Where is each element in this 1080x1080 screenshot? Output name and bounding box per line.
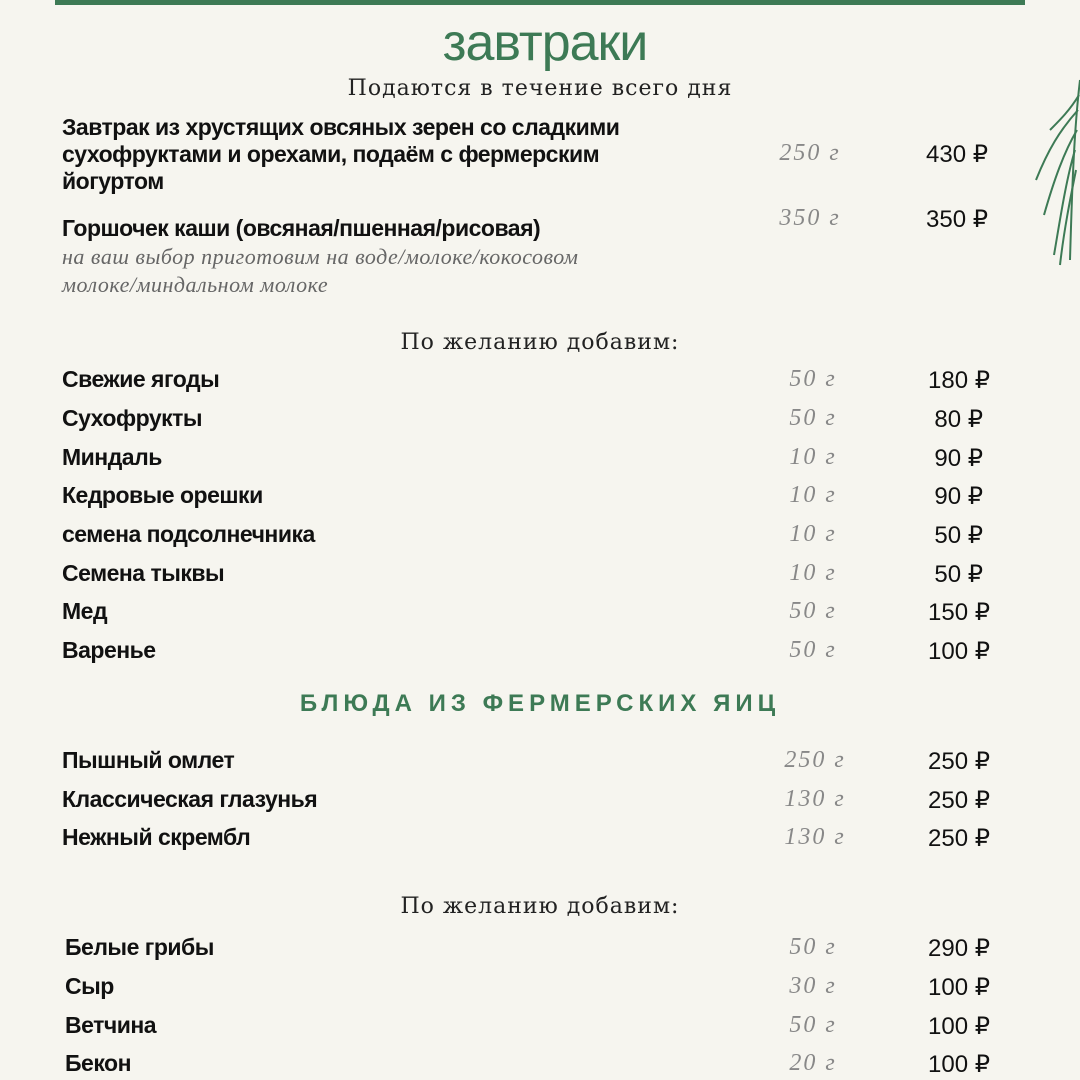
item-price: 100 ₽ [928,1013,990,1040]
list-item: Бекон [65,1050,131,1076]
item-weight: 50 г [789,598,837,624]
list-item: Пышный омлет [62,747,235,773]
list-item: Мед [62,598,108,624]
item-name-line: Завтрак из хрустящих овсяных зерен со сладкими [62,114,620,140]
item-weight: 130 г [784,786,846,812]
breakfast-item-name [62,114,619,195]
addon-heading: По желанию добавим: [400,330,680,355]
item-description [62,243,578,299]
item-weight: 50 г [789,366,837,392]
addon-heading: По желанию добавим: [400,894,680,919]
item-weight: 350 г [779,205,841,231]
item-price: 90 ₽ [934,445,983,472]
item-weight: 50 г [789,405,837,431]
item-price: 100 ₽ [928,974,990,1001]
page-subtitle: Подаются в течение всего дня [347,76,733,101]
item-price: 180 ₽ [928,367,990,394]
list-item: Семена тыквы [62,560,225,586]
item-price: 100 ₽ [928,638,990,665]
breakfast-item-name: Горшочек каши (овсяная/пшенная/рисовая) [62,215,541,241]
item-weight: 250 г [784,747,846,773]
section-heading: БЛЮДА ИЗ ФЕРМЕРСКИХ ЯИЦ [299,690,781,717]
list-item: Классическая глазунья [62,786,318,812]
top-divider [55,0,1025,5]
item-description-line: на ваш выбор приготовим на воде/молоке/кокосовом [62,244,579,269]
list-item: Миндаль [62,444,162,470]
list-item: Кедровые орешки [62,482,263,508]
item-weight: 20 г [789,1050,837,1076]
item-price: 430 ₽ [926,141,988,168]
list-item: Сухофрукты [62,405,203,431]
item-price: 80 ₽ [934,406,983,433]
list-item: Белые грибы [65,934,214,960]
item-price: 90 ₽ [934,483,983,510]
item-weight: 30 г [789,973,837,999]
item-weight: 50 г [789,637,837,663]
item-weight: 130 г [784,824,846,850]
item-price: 250 ₽ [928,787,990,814]
item-price: 250 ₽ [928,748,990,775]
list-item: семена подсолнечника [62,521,315,547]
item-price: 150 ₽ [928,599,990,626]
item-price: 50 ₽ [934,522,983,549]
item-weight: 10 г [789,521,837,547]
item-weight: 10 г [789,482,837,508]
item-price: 290 ₽ [928,935,990,962]
item-weight: 50 г [789,934,837,960]
item-price: 100 ₽ [928,1051,990,1078]
item-price: 50 ₽ [934,561,983,588]
list-item: Сыр [65,973,114,999]
item-name-line: йогуртом [62,168,164,194]
item-name-line: сухофруктами и орехами, подаём с фермерским [62,141,600,167]
item-price: 350 ₽ [926,206,988,233]
item-weight: 250 г [779,140,841,166]
leaf-branch-illustration [1030,70,1080,270]
item-weight: 50 г [789,1012,837,1038]
list-item: Варенье [62,637,156,663]
list-item: Нежный скрембл [62,824,251,850]
list-item: Ветчина [65,1012,157,1038]
item-weight: 10 г [789,444,837,470]
page-title: завтраки [442,14,648,72]
item-weight: 10 г [789,560,837,586]
list-item: Свежие ягоды [62,366,220,392]
item-price: 250 ₽ [928,825,990,852]
item-description-line: молоке/миндальном молоке [62,272,329,297]
